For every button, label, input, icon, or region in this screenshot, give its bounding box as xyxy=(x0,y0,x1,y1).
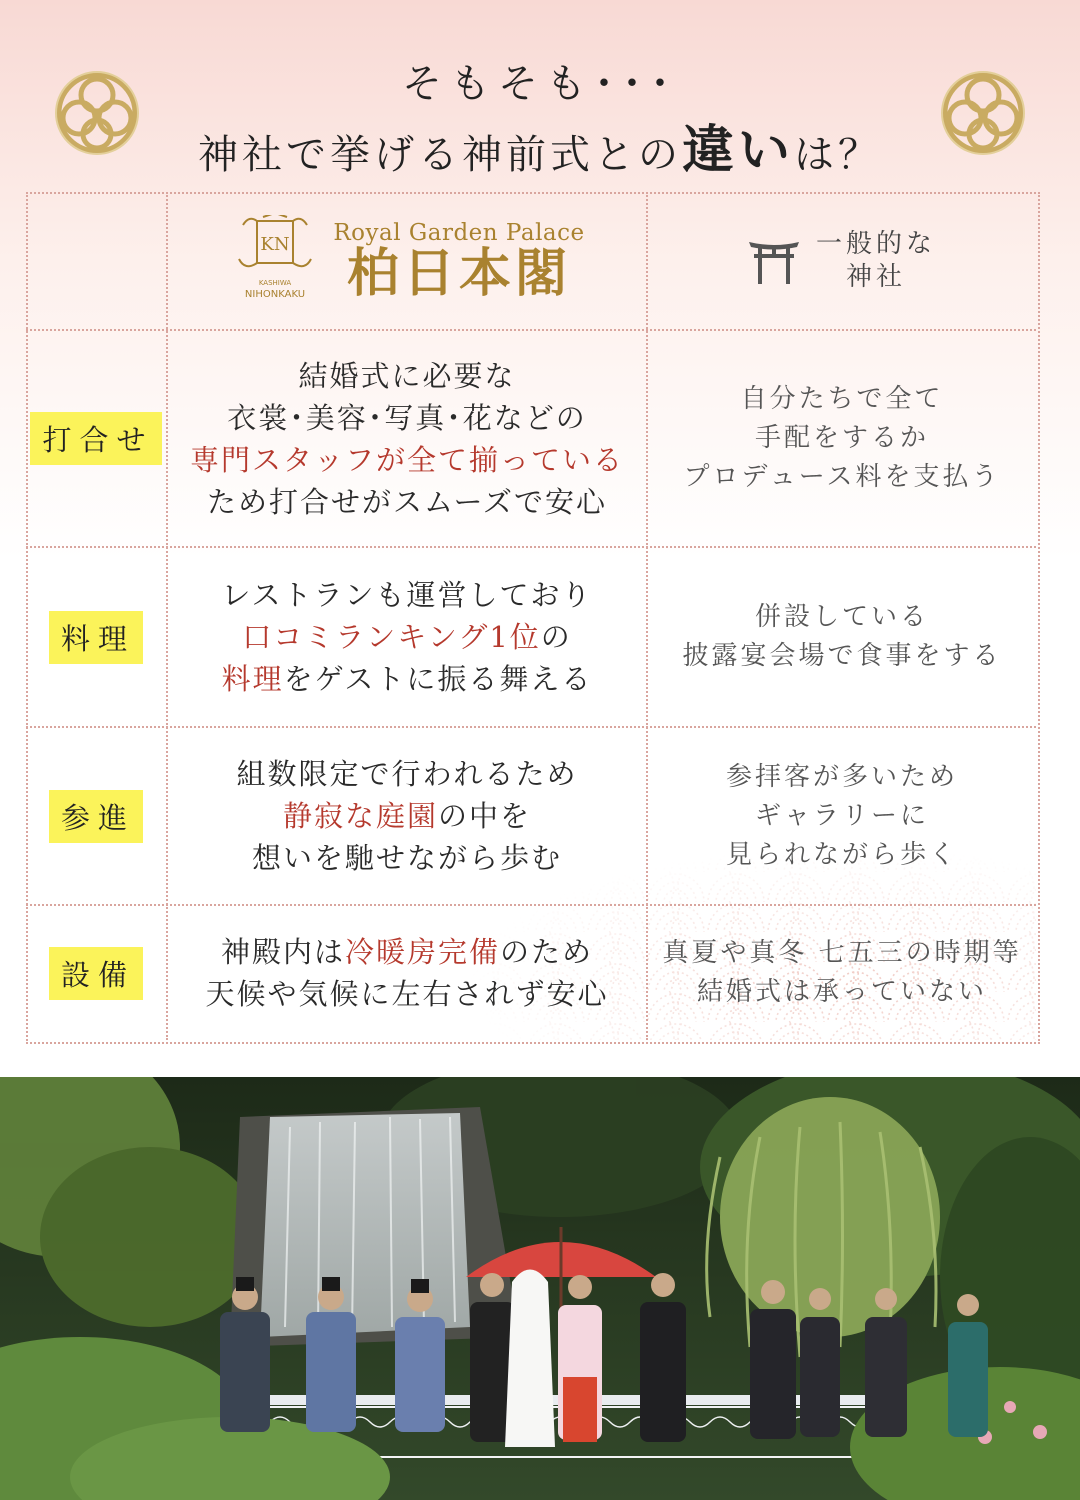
venue-cell xyxy=(168,331,646,546)
venue-name-en: Royal Garden Palace xyxy=(333,219,585,246)
venue-line: 天候や気候に左右されず安心 xyxy=(205,977,609,1011)
venue-text: の中を xyxy=(438,799,532,833)
row-label-cell xyxy=(26,548,166,726)
shrine-line: プロデュース料を支払う xyxy=(683,462,1001,492)
crest-letters: KN xyxy=(260,233,290,255)
torii-icon xyxy=(748,238,800,284)
venue-line: ため打合せがスムーズで安心 xyxy=(206,484,608,519)
venue-highlight: 冷暖房完備 xyxy=(344,935,500,969)
shrine-header-line2: 神社 xyxy=(845,261,906,292)
shrine-header-line1: 一般的な xyxy=(815,228,936,259)
row-label: 料理 xyxy=(49,611,143,664)
row-label: 打合せ xyxy=(30,412,161,465)
venue-text: の xyxy=(540,620,572,654)
venue-line: レストランも運営しており xyxy=(221,578,593,612)
shrine-line: 併設している xyxy=(754,602,929,632)
row-label: 参進 xyxy=(49,790,143,843)
shrine-line: 真夏や真冬 七五三の時期等 xyxy=(662,938,1022,968)
shrine-line: 見られながら歩く xyxy=(725,839,958,870)
venue-cell xyxy=(168,548,646,726)
venue-line: 組数限定で行われるため xyxy=(236,757,578,791)
venue-highlight: 口コミランキング1位 xyxy=(242,620,541,654)
title-emphasis: 違い xyxy=(681,120,794,181)
shrine-cell xyxy=(648,331,1036,546)
page-header xyxy=(0,0,1080,190)
venue-highlight: 料理 xyxy=(221,662,284,696)
venue-text: をゲストに振る舞える xyxy=(283,662,593,696)
row-label-cell xyxy=(26,331,166,546)
venue-name-jp: 柏日本閣 xyxy=(346,242,571,304)
shrine-cell xyxy=(648,548,1036,726)
venue-line: 衣裳･美容･写真･花などの xyxy=(227,400,587,435)
venue-text: 神殿内は xyxy=(220,935,345,969)
shrine-cell xyxy=(648,906,1036,1040)
venue-logo-cell xyxy=(168,192,646,329)
row-label-cell xyxy=(26,728,166,904)
shrine-line: 参拝客が多いため xyxy=(725,761,958,792)
wedding-procession-photo xyxy=(0,1077,1080,1500)
venue-line-highlight: 専門スタッフが全て揃っている xyxy=(189,442,624,477)
row-label-cell xyxy=(26,906,166,1040)
venue-logo xyxy=(229,215,584,307)
venue-line: 想いを馳せながら歩む xyxy=(251,841,562,875)
shrine-line: 手配をするか xyxy=(754,423,929,453)
crest-sub2: NIHONKAKU xyxy=(245,288,306,300)
page-title xyxy=(0,108,1080,183)
venue-cell xyxy=(168,906,646,1040)
shrine-cell xyxy=(648,728,1036,904)
crest-icon xyxy=(229,215,321,307)
shrine-header-cell xyxy=(648,192,1036,329)
row-label: 設備 xyxy=(49,947,143,1000)
venue-text: のため xyxy=(500,935,594,969)
venue-line: 結婚式に必要な xyxy=(298,358,516,393)
venue-highlight: 静寂な庭園 xyxy=(282,799,438,833)
shrine-line: ギャラリーに xyxy=(754,800,929,831)
crest-sub1: KASHIWA xyxy=(259,278,292,287)
title-suffix: は？ xyxy=(794,132,882,178)
shrine-line: 披露宴会場で食事をする xyxy=(682,641,1002,671)
venue-cell xyxy=(168,728,646,904)
shrine-line: 自分たちで全て xyxy=(740,384,944,414)
comparison-table xyxy=(26,192,1036,1040)
title-prefix: 神社で挙げる神前式との xyxy=(197,132,682,178)
shrine-line: 結婚式は承っていない xyxy=(696,977,987,1007)
intro-text: そもそも･･･ xyxy=(402,61,678,107)
awaji-knot-icon xyxy=(938,68,1028,158)
